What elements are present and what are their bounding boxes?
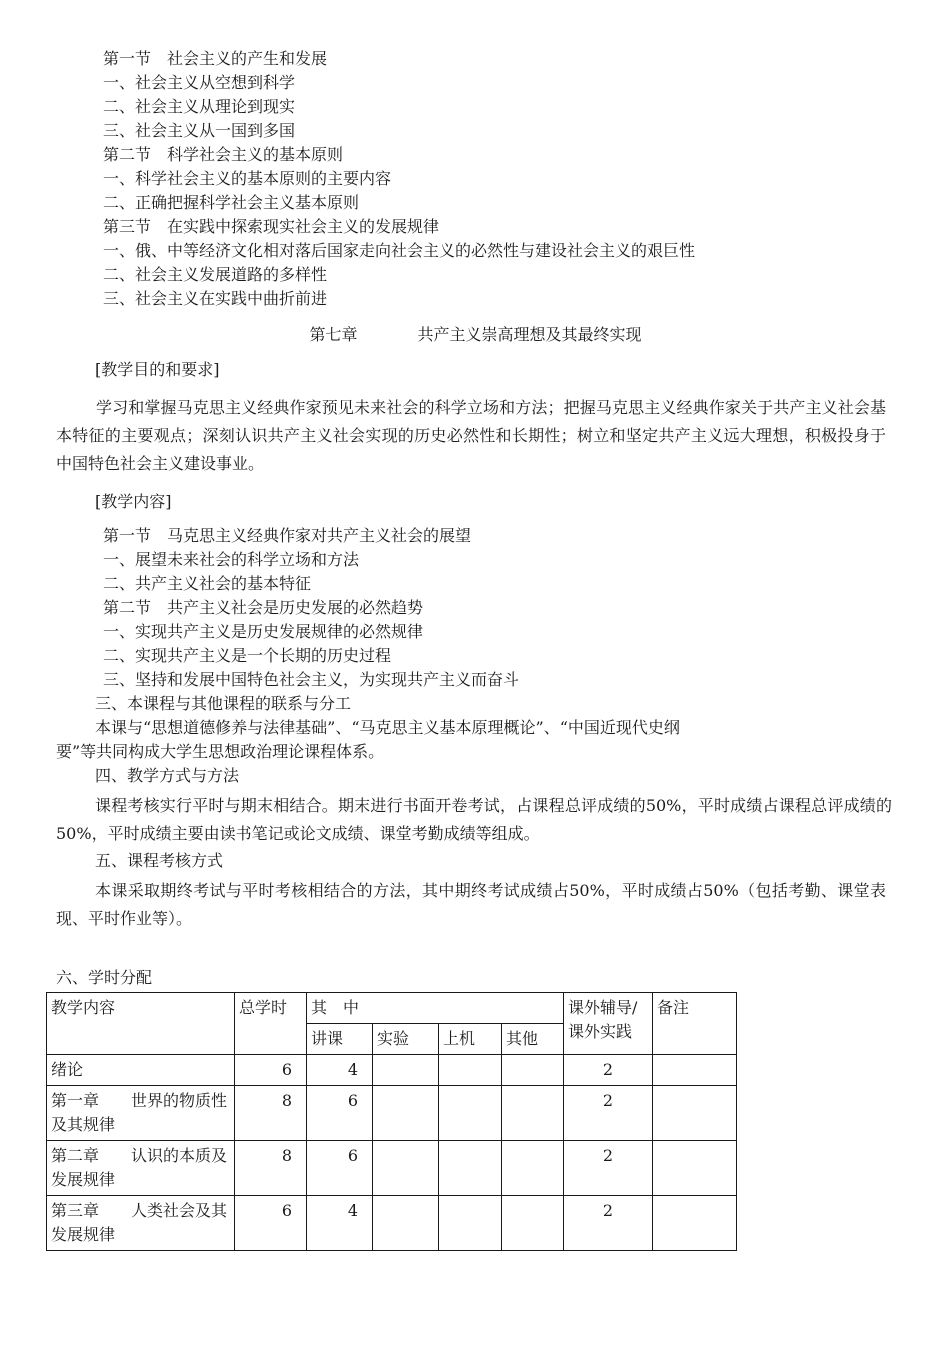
section5-heading: 五、课程考核方式	[95, 851, 224, 870]
ch7-outline-item: 一、展望未来社会的科学立场和方法	[103, 550, 360, 569]
cell-content: 绪论	[47, 1055, 235, 1086]
ch6-outline-item: 三、社会主义在实践中曲折前进	[103, 289, 328, 308]
section4-paragraph: 课程考核实行平时与期末相结合。期末进行书面开卷考试，占课程总评成绩的50%，平时成绩占课程总评成绩的50%，平时成绩主要由读书笔记或论文成绩、课堂考勤成绩等组成。	[56, 796, 892, 843]
cell-other	[502, 1141, 564, 1196]
ch7-outline-item: 一、实现共产主义是历史发展规律的必然规律	[103, 622, 424, 641]
ch6-section-heading: 第三节 在实践中探索现实社会主义的发展规律	[103, 217, 440, 236]
section3-text-line2: 要”等共同构成大学生思想政治理论课程体系。	[56, 742, 385, 761]
cell-computer	[439, 1055, 502, 1086]
cell-total: 8	[235, 1141, 307, 1196]
cell-remarks	[653, 1055, 737, 1086]
goals-heading: [教学目的和要求]	[95, 360, 220, 379]
section3-heading: 三、本课程与其他课程的联系与分工	[95, 694, 352, 713]
header-other: 其他	[502, 1024, 564, 1055]
header-among: 其 中	[307, 993, 564, 1024]
section4-heading: 四、教学方式与方法	[95, 766, 240, 785]
ch7-section-heading: 第二节 共产主义社会是历史发展的必然趋势	[103, 598, 424, 617]
section3-text-line1: 本课与“思想道德修养与法律基础”、“马克思主义基本原理概论”、“中国近现代史纲	[95, 718, 680, 737]
section5-paragraph: 本课采取期终考试与平时考核相结合的方法，其中期终考试成绩占50%，平时成绩占50%（包括考勤、课堂表现、平时作业等）。	[56, 881, 886, 928]
cell-remarks	[653, 1086, 737, 1141]
cell-remarks	[653, 1196, 737, 1251]
cell-computer	[439, 1196, 502, 1251]
ch6-outline-item: 二、社会主义从理论到现实	[103, 97, 296, 116]
cell-content: 第二章 认识的本质及发展规律	[47, 1141, 235, 1196]
header-outside: 课外辅导/课外实践	[564, 993, 653, 1055]
cell-outside: 2	[564, 1141, 653, 1196]
section6-heading: 六、学时分配	[56, 968, 153, 987]
chapter7-number: 第七章	[309, 325, 358, 344]
table-row	[47, 1055, 737, 1086]
cell-outside: 2	[564, 1055, 653, 1086]
cell-experiment	[373, 1086, 439, 1141]
table-header-row	[47, 993, 737, 1024]
chapter7-name: 共产主义崇高理想及其最终实现	[417, 325, 642, 344]
cell-lecture: 6	[307, 1086, 373, 1141]
header-remarks: 备注	[653, 993, 737, 1055]
chapter7-title	[0, 323, 951, 347]
ch6-outline-item: 三、社会主义从一国到多国	[103, 121, 296, 140]
cell-experiment	[373, 1055, 439, 1086]
cell-total: 8	[235, 1086, 307, 1141]
cell-computer	[439, 1141, 502, 1196]
ch6-section-heading: 第一节 社会主义的产生和发展	[103, 49, 328, 68]
cell-outside: 2	[564, 1196, 653, 1251]
cell-total: 6	[235, 1055, 307, 1086]
cell-remarks	[653, 1141, 737, 1196]
ch6-outline-item: 一、俄、中等经济文化相对落后国家走向社会主义的必然性与建设社会主义的艰巨性	[103, 241, 696, 260]
ch6-outline-item: 二、社会主义发展道路的多样性	[103, 265, 328, 284]
ch6-outline-item: 一、社会主义从空想到科学	[103, 73, 296, 92]
cell-lecture: 4	[307, 1196, 373, 1251]
table-row	[47, 1196, 737, 1251]
ch7-section-heading: 第一节 马克思主义经典作家对共产主义社会的展望	[103, 526, 472, 545]
header-computer: 上机	[439, 1024, 502, 1055]
header-content: 教学内容	[47, 993, 235, 1055]
header-lecture: 讲课	[307, 1024, 373, 1055]
ch7-outline-item: 三、坚持和发展中国特色社会主义，为实现共产主义而奋斗	[103, 670, 520, 689]
ch6-outline-item: 一、科学社会主义的基本原则的主要内容	[103, 169, 392, 188]
content-heading: [教学内容]	[95, 492, 172, 511]
cell-content: 第三章 人类社会及其发展规律	[47, 1196, 235, 1251]
hours-table	[46, 992, 737, 1251]
cell-lecture: 6	[307, 1141, 373, 1196]
table-row	[47, 1086, 737, 1141]
cell-total: 6	[235, 1196, 307, 1251]
cell-lecture: 4	[307, 1055, 373, 1086]
cell-other	[502, 1086, 564, 1141]
ch6-section-heading: 第二节 科学社会主义的基本原则	[103, 145, 344, 164]
cell-experiment	[373, 1196, 439, 1251]
header-experiment: 实验	[373, 1024, 439, 1055]
cell-experiment	[373, 1141, 439, 1196]
cell-other	[502, 1055, 564, 1086]
ch7-outline-item: 二、实现共产主义是一个长期的历史过程	[103, 646, 392, 665]
ch6-outline-item: 二、正确把握科学社会主义基本原则	[103, 193, 360, 212]
cell-computer	[439, 1086, 502, 1141]
cell-outside: 2	[564, 1086, 653, 1141]
cell-other	[502, 1196, 564, 1251]
header-total: 总学时	[235, 993, 307, 1055]
goals-paragraph: 学习和掌握马克思主义经典作家预见未来社会的科学立场和方法；把握马克思主义经典作家关于共产主义社会基本特征的主要观点；深刻认识共产主义社会实现的历史必然性和长期性；树立和坚定共产主义远大理想，积极投身于中国特色社会主义建设事业。	[56, 398, 886, 473]
table-row	[47, 1141, 737, 1196]
ch7-outline-item: 二、共产主义社会的基本特征	[103, 574, 312, 593]
cell-content: 第一章 世界的物质性及其规律	[47, 1086, 235, 1141]
